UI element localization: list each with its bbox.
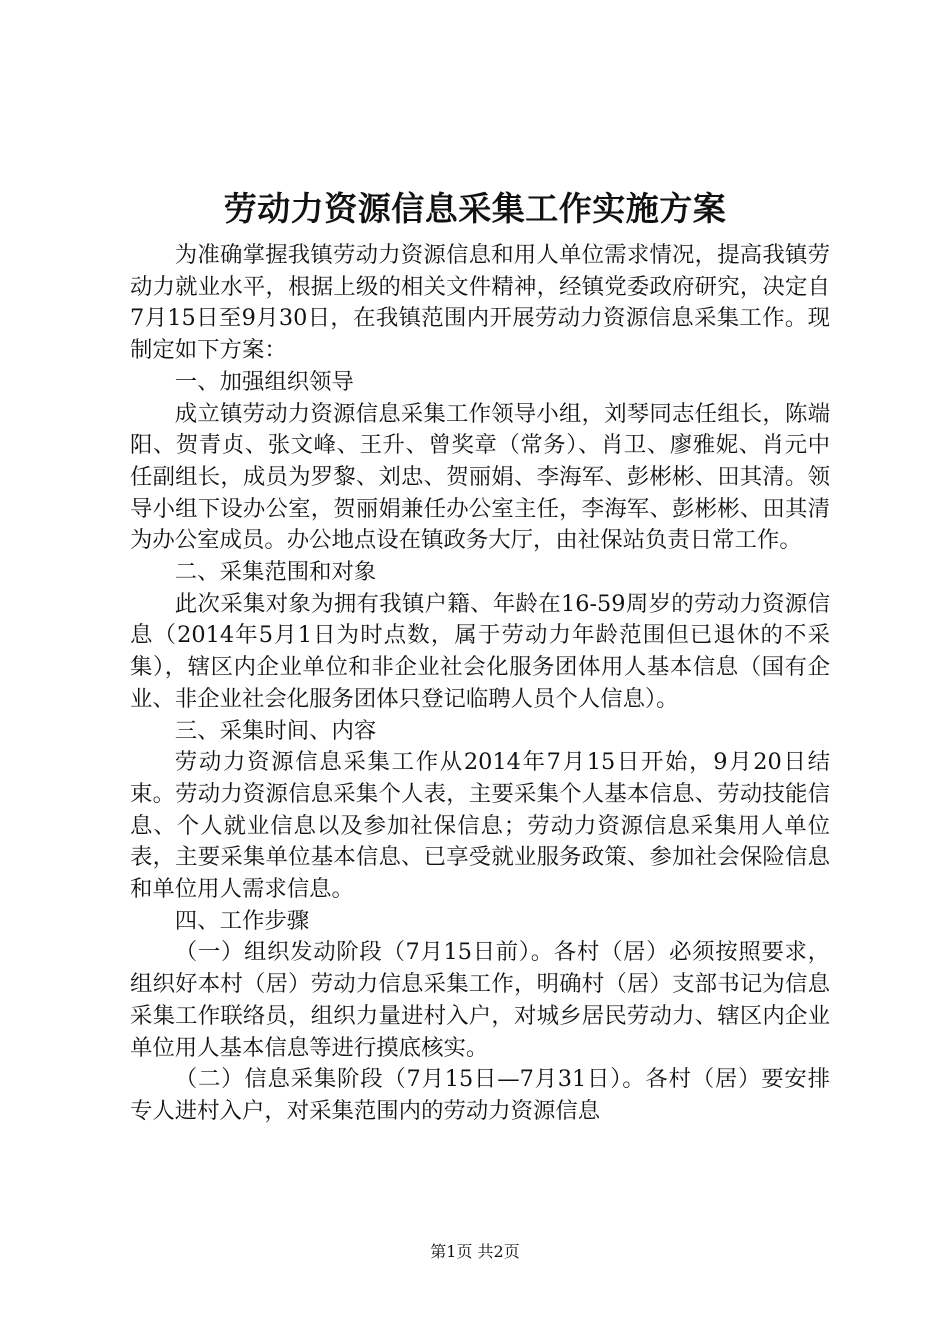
time-content-paragraph: 劳动力资源信息采集工作从2014年7月15日开始，9月20日结束。劳动力资源信息采集个人表，主要采集个人基本信息、劳动技能信息、个人就业信息以及参加社保信息；劳动力资源信息采集用人单位表，主要采集单位基本信息、已享受就业服务政策、参加社会保险信息和单位用人需求信息。 xyxy=(130,749,830,903)
document-body xyxy=(130,240,830,1128)
section-heading-time-content: 三、采集时间、内容 xyxy=(174,717,377,744)
organization-paragraph: 成立镇劳动力资源信息采集工作领导小组，刘琴同志任组长，陈端阳、贺青贞、张文峰、王升、曾奖章（常务）、肖卫、廖雅妮、肖元中任副组长，成员为罗黎、刘忠、贺丽娟、李海军、彭彬彬、田其清。领导小组下设办公室，贺丽娟兼任办公室主任，李海军、彭彬彬、田其清为办公室成员。办公地点设在镇政务大厅，由社保站负责日常工作。 xyxy=(130,400,830,554)
scope-paragraph: 此次采集对象为拥有我镇户籍、年龄在16-59周岁的劳动力资源信息（2014年5月1日为时点数，属于劳动力年龄范围但已退休的不采集），辖区内企业单位和非企业社会化服务团体用人基本信息（国有企业、非企业社会化服务团体只登记临聘人员个人信息）。 xyxy=(130,590,830,712)
step-one-paragraph: （一）组织发动阶段（7月15日前）。各村（居）必须按照要求，组织好本村（居）劳动力信息采集工作，明确村（居）支部书记为信息采集工作联络员，组织力量进村入户，对城乡居民劳动力、辖区内企业单位用人基本信息等进行摸底核实。 xyxy=(130,939,830,1061)
step-two-paragraph: （二）信息采集阶段（7月15日—7月31日）。各村（居）要安排专人进村入户，对采集范围内的劳动力资源信息 xyxy=(130,1066,830,1124)
page-footer: 第1页 共2页 xyxy=(430,1242,520,1261)
intro-paragraph: 为准确掌握我镇劳动力资源信息和用人单位需求情况，提高我镇劳动力就业水平，根据上级的相关文件精神，经镇党委政府研究，决定自7月15日至9月30日，在我镇范围内开展劳动力资源信息采集工作。现制定如下方案： xyxy=(130,242,830,364)
document-title: 劳动力资源信息采集工作实施方案 xyxy=(223,189,727,228)
section-heading-scope: 二、采集范围和对象 xyxy=(174,559,377,586)
section-heading-organization: 一、加强组织领导 xyxy=(174,368,354,395)
section-heading-steps: 四、工作步骤 xyxy=(174,907,310,934)
